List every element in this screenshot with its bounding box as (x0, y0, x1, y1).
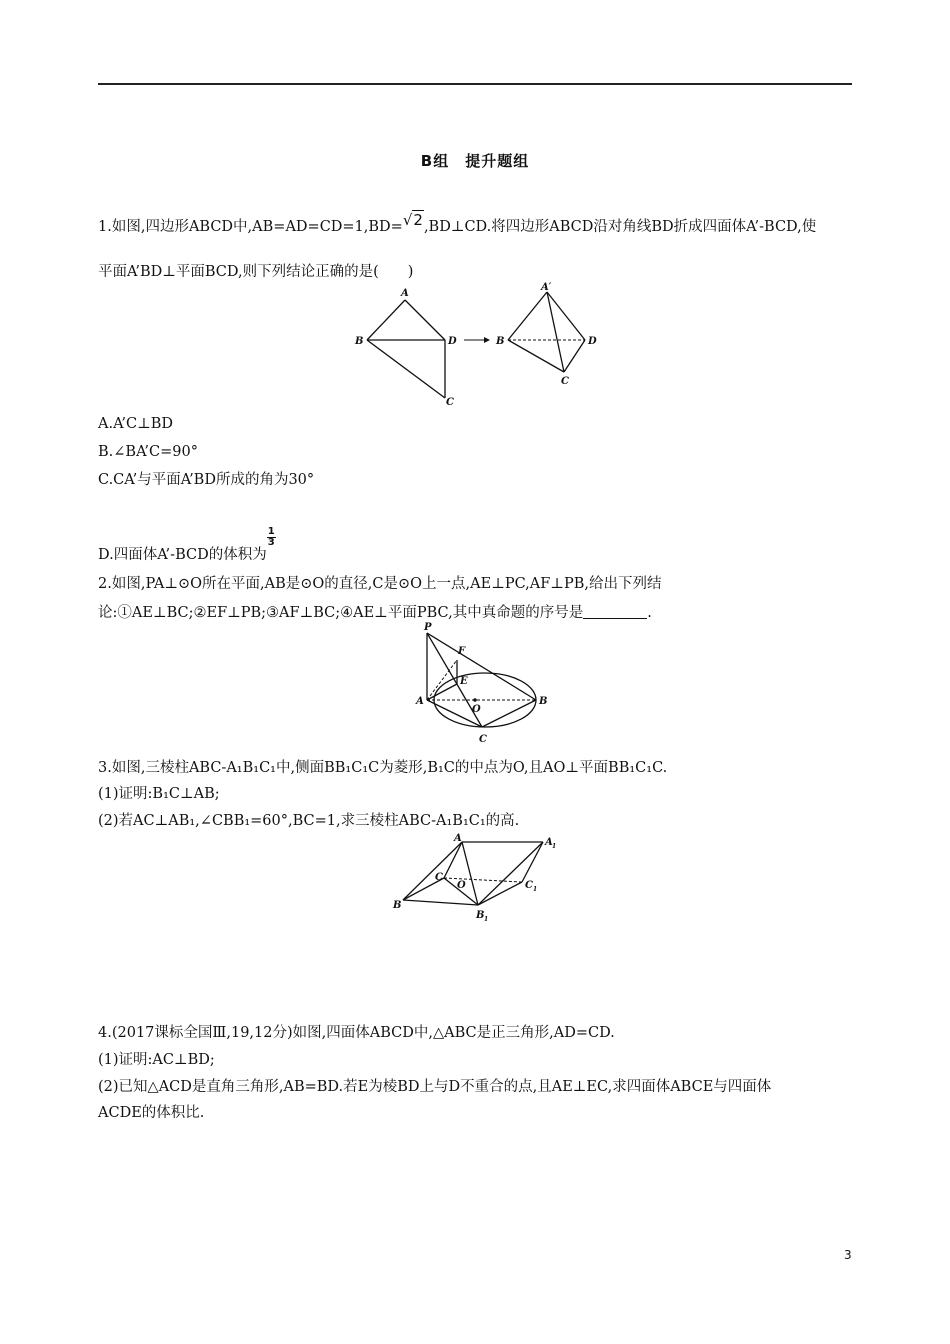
q3-label-c: C (435, 872, 443, 883)
header-rule (98, 83, 852, 85)
q3-figure (388, 830, 568, 925)
q1-figure (350, 280, 610, 410)
q3-label-o: O (457, 880, 466, 891)
q1-option-d (98, 527, 276, 565)
q1-option-c: C.CA’与平面A’BD所成的角为30° (98, 472, 315, 488)
arrow-icon (464, 337, 490, 343)
q1-label-d2: D (588, 336, 597, 347)
q1-line1 (98, 211, 817, 237)
q4-line4: ACDE的体积比. (98, 1105, 205, 1121)
q2-label-o: O (472, 704, 481, 715)
q1-figure-left (354, 288, 457, 408)
q1-label-c: C (446, 397, 454, 408)
q2-label-p: P (424, 622, 432, 633)
q3-label-b1: B (476, 910, 485, 921)
q2-label-c: C (479, 734, 487, 745)
q3-label-b: B (393, 900, 402, 911)
fraction-one-third: $\frac{1}{3}$ (267, 526, 275, 548)
q2-label-b: B (539, 696, 548, 707)
svg-text:1: 1 (533, 886, 538, 893)
svg-text:1: 1 (552, 843, 557, 850)
q1-line1-post: ,BD⊥CD.将四边形ABCD沿对角线BD折成四面体A’-BCD,使 (423, 219, 817, 235)
q1-label-b2: B (496, 336, 505, 347)
q1-option-a: A.A’C⊥BD (98, 416, 174, 432)
q2-label-f: F (458, 646, 466, 657)
sqrt-two: √2 (402, 211, 423, 229)
q1-line2: 平面A’BD⊥平面BCD,则下列结论正确的是( ) (98, 264, 414, 280)
q3-label-a1: A (545, 837, 553, 848)
q1-label-a: A (401, 288, 409, 299)
q3-line2: (1)证明:B₁C⊥AB; (98, 786, 220, 802)
q2-label-a: A (416, 696, 424, 707)
q1-option-b: B.∠BA’C=90° (98, 444, 198, 460)
q1-label-c2: C (561, 376, 569, 387)
q2-line1: 2.如图,PA⊥⊙O所在平面,AB是⊙O的直径,C是⊙O上一点,AE⊥PC,AF⊥PB,给出下列结 (98, 576, 662, 592)
q3-line3: (2)若AC⊥AB₁,∠CBB₁=60°,BC=1,求三棱柱ABC-A₁B₁C₁的高. (98, 813, 520, 829)
q2-line2: 论:①AE⊥BC;②EF⊥PB;③AF⊥BC;④AE⊥平面PBC,其中真命题的序号是 . (98, 605, 652, 621)
q4-line1: 4.(2017课标全国Ⅲ,19,12分)如图,四面体ABCD中,△ABC是正三角形,AD=CD. (98, 1025, 615, 1041)
answer-blank (583, 604, 647, 619)
q3-label-c1: C (525, 880, 533, 891)
q1-label-a-prime: A′ (541, 282, 552, 293)
q1-option-d-text: D.四面体A’-BCD的体积为 (98, 547, 267, 563)
q3-label-a: A (454, 833, 462, 844)
q2-line2-text: 论:①AE⊥BC;②EF⊥PB;③AF⊥BC;④AE⊥平面PBC,其中真命题的序号是 (98, 605, 584, 621)
q1-label-d: D (448, 336, 457, 347)
q4-line3: (2)已知△ACD是直角三角形,AB=BD.若E为棱BD上与D不重合的点,且AE⊥EC,求四面体ABCE与四面体 (98, 1079, 772, 1095)
q1-line1-pre: 1.如图,四边形ABCD中,AB=AD=CD=1,BD= (98, 219, 403, 235)
section-title: B组 提升题组 (420, 152, 530, 170)
q4-line2: (1)证明:AC⊥BD; (98, 1052, 215, 1068)
svg-text:1: 1 (484, 916, 489, 923)
q2-label-e: E (460, 676, 468, 687)
q1-label-b: B (355, 336, 364, 347)
q1-figure-right (495, 282, 597, 387)
q3-line1: 3.如图,三棱柱ABC-A₁B₁C₁中,侧面BB₁C₁C为菱形,B₁C的中点为O,且AO⊥平面BB₁C₁C. (98, 760, 668, 776)
q2-figure (410, 618, 550, 748)
page-number: 3 (844, 1248, 852, 1262)
